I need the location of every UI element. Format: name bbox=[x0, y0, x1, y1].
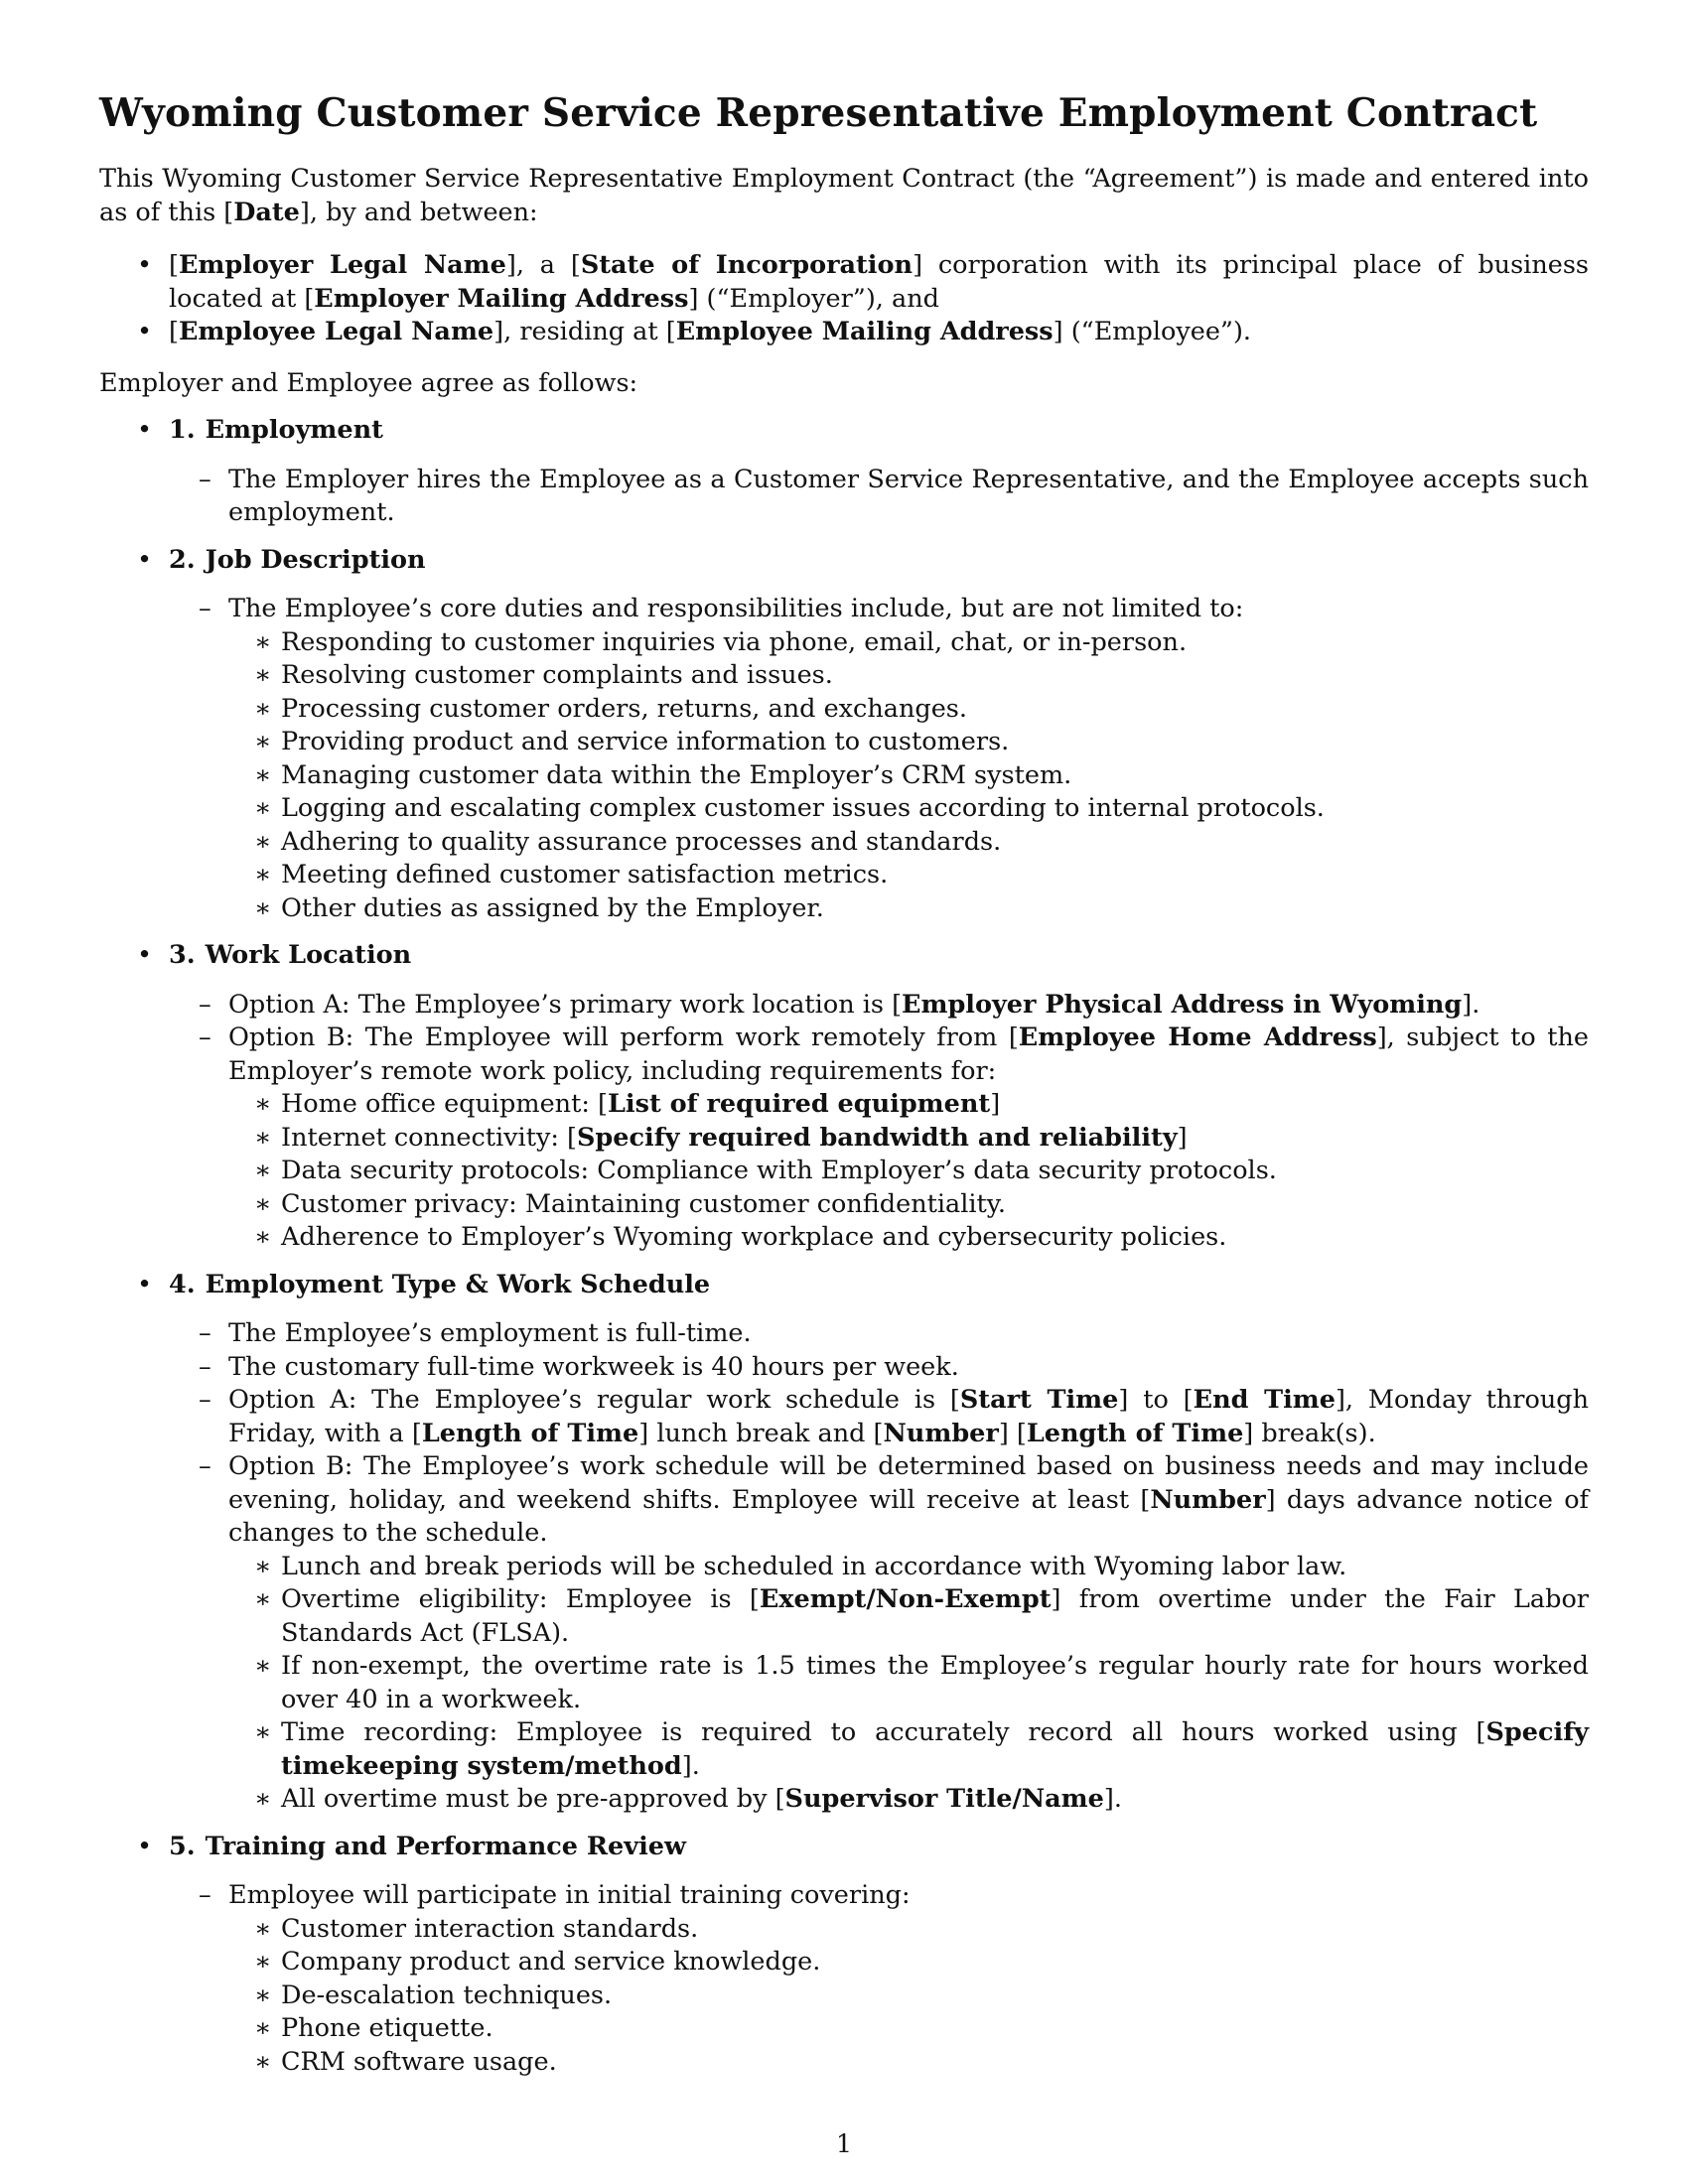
text-run: ] [ bbox=[998, 1418, 1027, 1448]
text-run: Data security protocols: Compliance with Employer’s data security protocols. bbox=[281, 1156, 1277, 1185]
subclause-item bbox=[256, 2046, 1589, 2080]
section-number: 5. bbox=[169, 1831, 196, 1861]
text-run: Internet connectivity: [ bbox=[281, 1122, 578, 1153]
party-item bbox=[99, 249, 1589, 316]
text-run: Resolving customer complaints and issues. bbox=[281, 660, 833, 690]
section-title: Job Description bbox=[205, 544, 426, 575]
sections-list bbox=[99, 414, 1589, 2079]
text-run: The Employer hires the Employee as a Customer Service Representative, and the Employee accepts such employment. bbox=[228, 464, 1589, 527]
subclause-item bbox=[256, 759, 1589, 793]
text-run: This Wyoming Customer Service Representative Employment Contract (the “Agreement”) is made and entered into as of this [ bbox=[99, 164, 1589, 227]
subclause-item bbox=[256, 1913, 1589, 1947]
subclause-list bbox=[228, 1551, 1589, 1817]
subclause-item bbox=[256, 1188, 1589, 1222]
text-run: ], residing at [ bbox=[493, 317, 676, 346]
section-item bbox=[99, 544, 1589, 926]
subclause-item bbox=[256, 1650, 1589, 1716]
agreement-lead-in: Employer and Employee agree as follows: bbox=[99, 367, 638, 398]
text-run: Option B: The Employee’s work schedule will be determined based on business needs and may include evening, holiday, and weekend shifts. Employee will receive at least [ bbox=[228, 1451, 1589, 1515]
text-run: Adhering to quality assurance processes and standards. bbox=[281, 826, 1002, 857]
intro-paragraph bbox=[99, 163, 1589, 229]
document-page bbox=[99, 87, 1589, 2093]
document-title: Wyoming Customer Service Representative Employment Contract bbox=[99, 90, 1538, 136]
section-heading bbox=[169, 1831, 1589, 1864]
text-run: ], subject to the Employer’s remote work policy, including requirements for: bbox=[228, 1023, 1589, 1086]
subclause-item bbox=[256, 826, 1589, 860]
clause-item bbox=[169, 593, 1589, 925]
text-run: All overtime must be pre-approved by [ bbox=[281, 1784, 785, 1814]
subclause-item bbox=[256, 892, 1589, 926]
subclause-item bbox=[256, 1122, 1589, 1156]
section-heading bbox=[169, 544, 1589, 578]
text-run: De-escalation techniques. bbox=[281, 1979, 613, 2010]
text-run: Customer privacy: Maintaining customer confidentiality. bbox=[281, 1188, 1006, 1219]
text-run: Providing product and service information to customers. bbox=[281, 727, 1010, 756]
text-run: The Employee’s core duties and responsibilities include, but are not limited to: bbox=[228, 594, 1244, 623]
text-run: ], Monday through Friday, with a [ bbox=[228, 1385, 1590, 1448]
text-run: The customary full-time workweek is 40 hours per week. bbox=[228, 1351, 959, 1382]
subclause-item bbox=[256, 1979, 1589, 2013]
placeholder-field: Specify timekeeping system/method bbox=[281, 1717, 1589, 1781]
placeholder-field: Exempt/Non-Exempt bbox=[759, 1584, 1052, 1614]
placeholder-field: End Time bbox=[1193, 1385, 1336, 1415]
text-run: ] days advance notice of changes to the schedule. bbox=[228, 1484, 1589, 1548]
placeholder-field: Specify required bandwidth and reliability bbox=[577, 1122, 1178, 1153]
clause-list bbox=[169, 989, 1589, 1255]
placeholder-field: Employee Mailing Address bbox=[675, 317, 1054, 346]
placeholder-field: Employer Mailing Address bbox=[314, 283, 689, 314]
section-number: 3. bbox=[169, 940, 196, 970]
page-number: 1 bbox=[835, 2129, 853, 2159]
clause-list bbox=[169, 464, 1589, 530]
text-run: Overtime eligibility: Employee is [ bbox=[281, 1584, 760, 1614]
subclause-item bbox=[256, 2012, 1589, 2046]
subclause-item bbox=[256, 1783, 1589, 1817]
section-item bbox=[99, 1831, 1589, 2080]
placeholder-field: Date bbox=[233, 197, 300, 227]
text-run: ] (“Employee”). bbox=[1053, 317, 1251, 346]
section-title: Employment bbox=[205, 415, 383, 445]
text-run: ]. bbox=[681, 1750, 700, 1781]
section-title: Training and Performance Review bbox=[205, 1831, 686, 1861]
subclause-item bbox=[256, 1155, 1589, 1188]
text-run: If non-exempt, the overtime rate is 1.5 times the Employee’s regular hourly rate for hours worked over 40 in a workweek. bbox=[281, 1651, 1589, 1714]
placeholder-field: Start Time bbox=[959, 1385, 1119, 1415]
text-run: ], a [ bbox=[505, 250, 581, 280]
section-number: 4. bbox=[169, 1269, 196, 1299]
subclause-list bbox=[228, 1088, 1589, 1255]
text-run: Time recording: Employee is required to accurately record all hours worked using [ bbox=[281, 1717, 1486, 1747]
clause-item bbox=[169, 1317, 1589, 1351]
text-run: CRM software usage. bbox=[281, 2046, 557, 2077]
subclause-list bbox=[228, 626, 1589, 926]
subclause-item bbox=[256, 626, 1589, 660]
section-item bbox=[99, 1269, 1589, 1817]
placeholder-field: State of Incorporation bbox=[580, 250, 914, 280]
text-run: Customer interaction standards. bbox=[281, 1913, 699, 1944]
subclause-item bbox=[256, 792, 1589, 826]
text-run: Option A: The Employee’s regular work schedule is [ bbox=[228, 1385, 960, 1415]
text-run: Meeting defined customer satisfaction metrics. bbox=[281, 860, 889, 889]
clause-item bbox=[169, 464, 1589, 530]
subclause-item bbox=[256, 726, 1589, 759]
section-number: 2. bbox=[169, 544, 196, 575]
text-run: [ bbox=[169, 317, 179, 346]
section-title: Employment Type & Work Schedule bbox=[205, 1269, 711, 1299]
subclause-item bbox=[256, 1088, 1589, 1122]
placeholder-field: Employee Home Address bbox=[1018, 1023, 1377, 1052]
text-run: ] lunch break and [ bbox=[638, 1418, 884, 1448]
placeholder-field: Length of Time bbox=[421, 1418, 639, 1448]
text-run: The Employee’s employment is full-time. bbox=[228, 1318, 752, 1348]
text-run: ] from overtime under the Fair Labor Standards Act (FLSA). bbox=[281, 1584, 1589, 1648]
text-run: Adherence to Employer’s Wyoming workplace and cybersecurity policies. bbox=[281, 1222, 1227, 1252]
placeholder-field: Employee Legal Name bbox=[178, 317, 494, 346]
clause-item bbox=[169, 1879, 1589, 2079]
text-run: ]. bbox=[1103, 1784, 1122, 1814]
subclause-item bbox=[256, 1716, 1589, 1783]
subclause-item bbox=[256, 1946, 1589, 1979]
section-item bbox=[99, 414, 1589, 530]
section-heading bbox=[169, 414, 1589, 448]
placeholder-field: Number bbox=[883, 1418, 999, 1448]
placeholder-field: Length of Time bbox=[1026, 1418, 1244, 1448]
placeholder-field: List of required equipment bbox=[607, 1089, 991, 1119]
placeholder-field: Supervisor Title/Name bbox=[784, 1784, 1104, 1814]
text-run: Managing customer data within the Employer’s CRM system. bbox=[281, 759, 1072, 790]
clause-item bbox=[169, 1450, 1589, 1817]
subclause-item bbox=[256, 693, 1589, 727]
text-run: Home office equipment: [ bbox=[281, 1089, 608, 1119]
subclause-item bbox=[256, 659, 1589, 693]
text-run: [ bbox=[169, 250, 179, 280]
party-item bbox=[99, 316, 1589, 349]
subclause-item bbox=[256, 1551, 1589, 1584]
text-run: Employee will participate in initial training covering: bbox=[228, 1880, 911, 1910]
placeholder-field: Employer Legal Name bbox=[178, 250, 506, 280]
clause-item bbox=[169, 1022, 1589, 1255]
text-run: ] break(s). bbox=[1243, 1418, 1376, 1448]
clause-item bbox=[169, 1351, 1589, 1385]
section-item bbox=[99, 939, 1589, 1255]
text-run: ] bbox=[990, 1089, 1001, 1119]
clause-list bbox=[169, 593, 1589, 925]
text-run: Phone etiquette. bbox=[281, 2013, 493, 2043]
text-run: Lunch and break periods will be scheduled in accordance with Wyoming labor law. bbox=[281, 1551, 1347, 1581]
parties-list bbox=[99, 249, 1589, 349]
subclause-item bbox=[256, 1583, 1589, 1650]
text-run: ] (“Employer”), and bbox=[688, 283, 939, 314]
text-run: Option B: The Employee will perform work remotely from [ bbox=[228, 1023, 1019, 1052]
placeholder-field: Number bbox=[1150, 1484, 1266, 1515]
subclause-item bbox=[256, 1221, 1589, 1255]
text-run: ] corporation with its principal place of business located at [ bbox=[169, 250, 1590, 314]
subclause-item bbox=[256, 859, 1589, 892]
clause-item bbox=[169, 1384, 1589, 1450]
text-run: Responding to customer inquiries via phone, email, chat, or in-person. bbox=[281, 626, 1188, 657]
section-title: Work Location bbox=[205, 940, 412, 970]
clause-item bbox=[169, 989, 1589, 1023]
subclause-list bbox=[228, 1913, 1589, 2080]
text-run: ] bbox=[1177, 1122, 1188, 1153]
text-run: Other duties as assigned by the Employer. bbox=[281, 892, 824, 923]
section-heading bbox=[169, 939, 1589, 973]
text-run: ]. bbox=[1462, 989, 1480, 1020]
clause-list bbox=[169, 1317, 1589, 1817]
text-run: ] to [ bbox=[1118, 1385, 1194, 1415]
text-run: Logging and escalating complex customer issues according to internal protocols. bbox=[281, 793, 1325, 823]
text-run: ], by and between: bbox=[299, 197, 538, 227]
section-number: 1. bbox=[169, 415, 196, 445]
section-heading bbox=[169, 1269, 1589, 1302]
text-run: Company product and service knowledge. bbox=[281, 1947, 821, 1977]
clause-list bbox=[169, 1879, 1589, 2079]
placeholder-field: Employer Physical Address in Wyoming bbox=[902, 989, 1463, 1020]
text-run: Processing customer orders, returns, and exchanges. bbox=[281, 693, 967, 724]
text-run: Option A: The Employee’s primary work location is [ bbox=[228, 989, 903, 1020]
